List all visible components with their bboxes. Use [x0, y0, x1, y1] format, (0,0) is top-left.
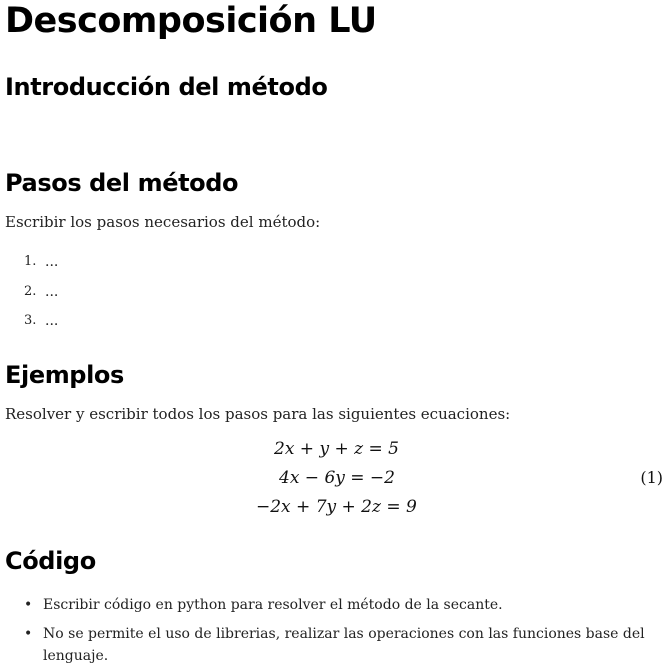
section-title-introduccion: Introducción del método [5, 73, 328, 101]
equation-number: (1) [640, 468, 663, 487]
examples-intro-text: Resolver y escribir todos los pasos para las siguientes ecuaciones: [5, 405, 511, 423]
list-item-text: Escribir código en python para resolver el método de la secante. [43, 597, 503, 613]
list-item-text: ... [45, 254, 59, 270]
section-title-codigo: Código [5, 547, 96, 575]
equation-system [0, 437, 669, 525]
section-title-pasos: Pasos del método [5, 169, 239, 197]
section-title-ejemplos: Ejemplos [5, 361, 124, 389]
equation-line: 2x + y + z = 5 [274, 439, 399, 459]
list-item-text: ... [45, 284, 59, 300]
equation-line: 4x − 6y = −2 [279, 468, 395, 488]
list-item-text: No se permite el uso de librerias, realizar las operaciones con las funciones base del lenguaje. [43, 626, 645, 664]
list-item-text: ... [45, 313, 59, 329]
list-item-number: 2. [24, 284, 37, 299]
list-item-number: 1. [24, 254, 37, 269]
list-item-number: 3. [24, 313, 37, 328]
equation-line: −2x + 7y + 2z = 9 [256, 497, 417, 517]
page-title: Descomposición LU [5, 1, 377, 41]
steps-intro-text: Escribir los pasos necesarios del método: [5, 213, 321, 231]
bullet-icon: • [24, 597, 33, 613]
bullet-icon: • [24, 626, 33, 642]
